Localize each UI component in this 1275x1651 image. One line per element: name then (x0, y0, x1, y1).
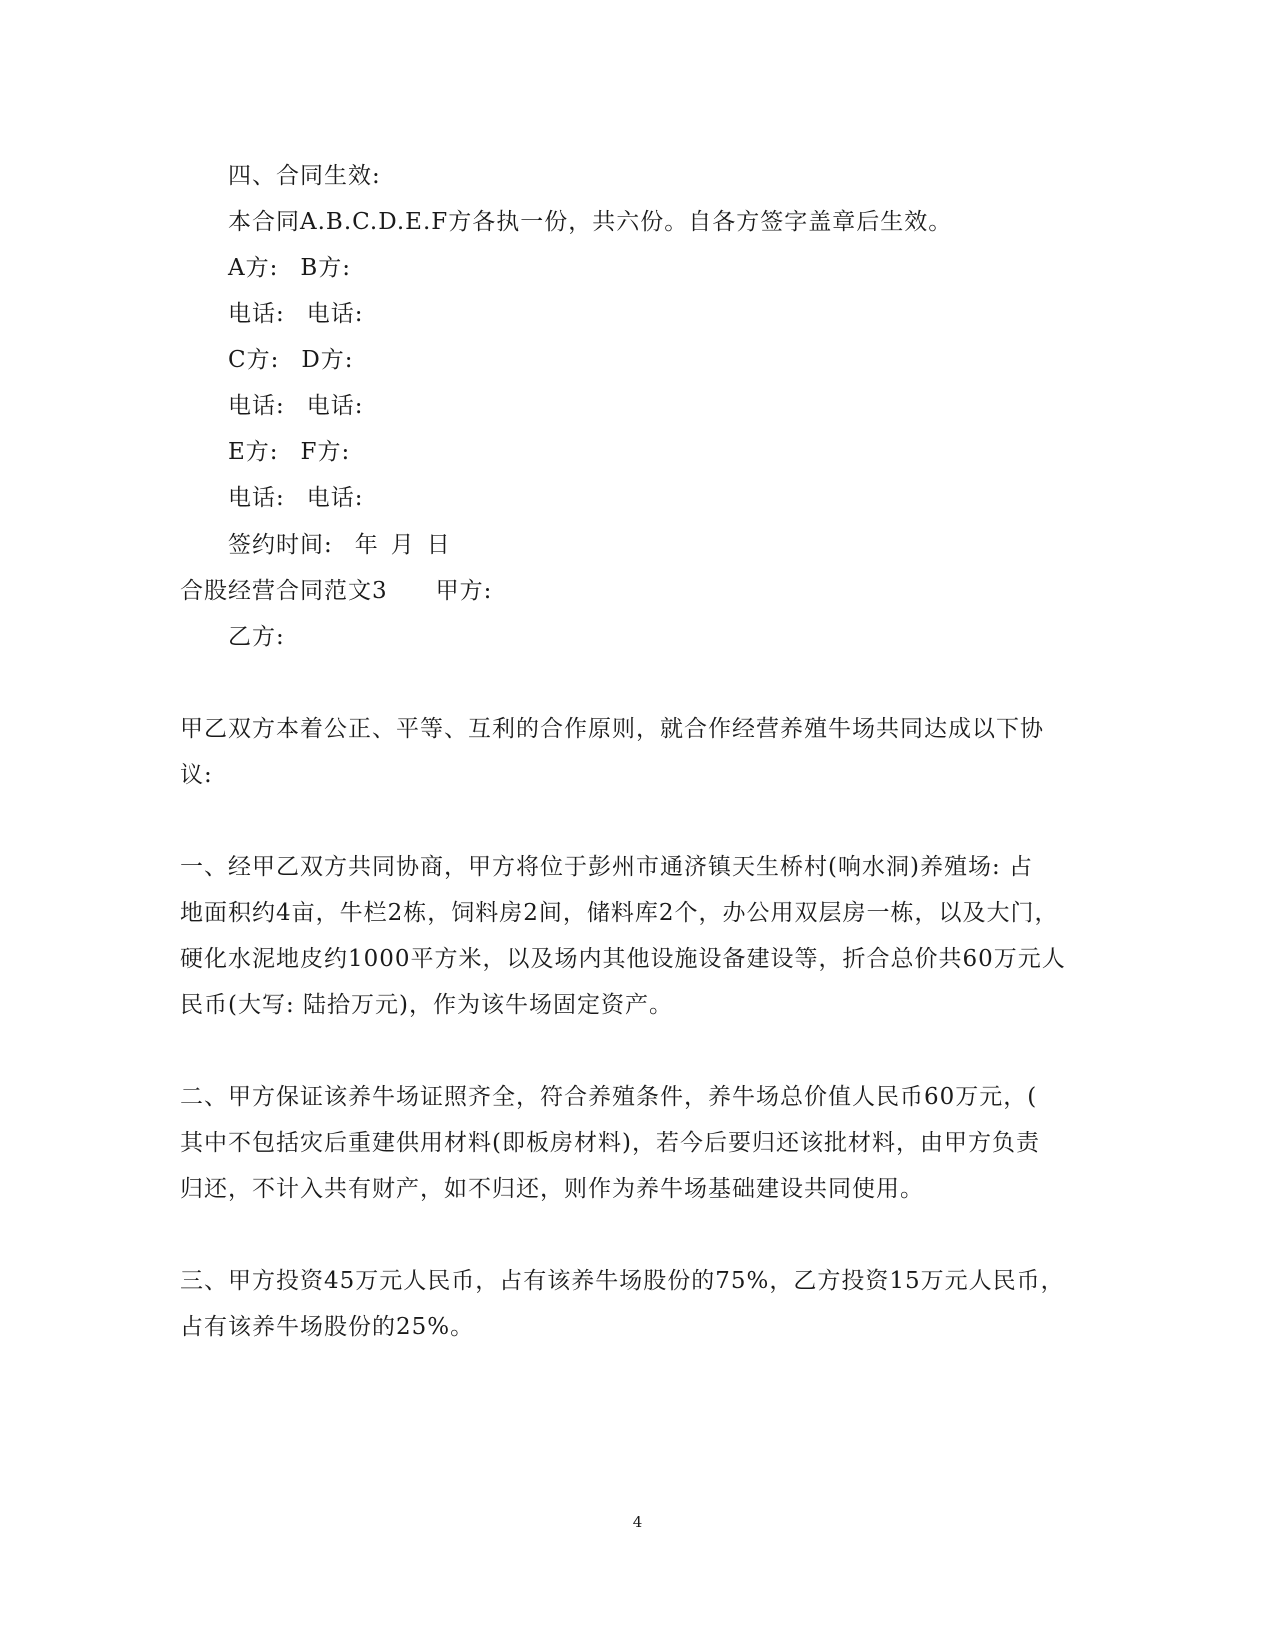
phone-label: 电话: (306, 301, 364, 327)
party-line-ab (228, 253, 351, 283)
day-label: 日 (426, 532, 451, 558)
clause2-line: 归还，不计入共有财产，如不归还，则作为养牛场基础建设共同使用。 (180, 1176, 924, 1202)
clause1-line: 民币(大写: 陆拾万元)，作为该牛场固定资产。 (180, 992, 674, 1018)
party-line-cd (228, 345, 354, 375)
month-label: 月 (390, 532, 415, 558)
phone-label: 电话: (228, 301, 285, 327)
phone-label: 电话: (228, 393, 285, 419)
intro-line: 议: (180, 762, 213, 788)
phone-line-ab (228, 299, 364, 329)
b-party-label: B方: (300, 255, 352, 281)
clause1-line: 地面积约4亩，牛栏2栋，饲料房2间，储料库2个，办公用双层房一栋，以及大门， (180, 900, 1059, 926)
contract3-title-line (180, 576, 492, 606)
f-party-label: F方: (300, 439, 351, 465)
phone-line-ef (228, 483, 364, 513)
year-label: 年 (354, 532, 379, 558)
clause1-line: 硬化水泥地皮约1000平方米，以及场内其他设施设备建设等，折合总价共60万元人 (180, 946, 1066, 972)
sign-time-label: 签约时间: (228, 532, 333, 558)
clause3-line: 三、甲方投资45万元人民币，占有该养牛场股份的75%，乙方投资15万元人民币， (180, 1268, 1065, 1294)
contract3-title: 合股经营合同范文3 (180, 578, 388, 604)
sign-time-line (228, 530, 451, 560)
clause3-line: 占有该养牛场股份的25%。 (180, 1314, 475, 1340)
clause2-line: 其中不包括灾后重建供用材料(即板房材料)，若今后要归还该批材料，由甲方负责 (180, 1130, 1040, 1156)
phone-label: 电话: (306, 485, 364, 511)
phone-label: 电话: (306, 393, 364, 419)
c-party-label: C方: (228, 347, 280, 373)
party-b-label: 乙方: (228, 624, 285, 650)
e-party-label: E方: (228, 439, 279, 465)
party-a-label: 甲方: (435, 578, 493, 604)
clause2-line: 二、甲方保证该养牛场证照齐全，符合养殖条件，养牛场总价值人民币60万元，( (180, 1084, 1038, 1110)
a-party-label: A方: (228, 255, 279, 281)
phone-label: 电话: (228, 485, 285, 511)
d-party-label: D方: (301, 347, 354, 373)
intro-line: 甲乙双方本着公正、平等、互利的合作原则，就合作经营养殖牛场共同达成以下协 (180, 716, 1044, 742)
section4-heading: 四、合同生效: (228, 163, 381, 189)
party-line-ef (228, 437, 350, 467)
page-number: 4 (632, 1513, 643, 1531)
section4-body: 本合同A.B.C.D.E.F方各执一份，共六份。自各方签字盖章后生效。 (228, 209, 953, 235)
phone-line-cd (228, 391, 364, 421)
clause1-line: 一、经甲乙双方共同协商，甲方将位于彭州市通济镇天生桥村(响水洞)养殖场: 占 (180, 854, 1034, 880)
